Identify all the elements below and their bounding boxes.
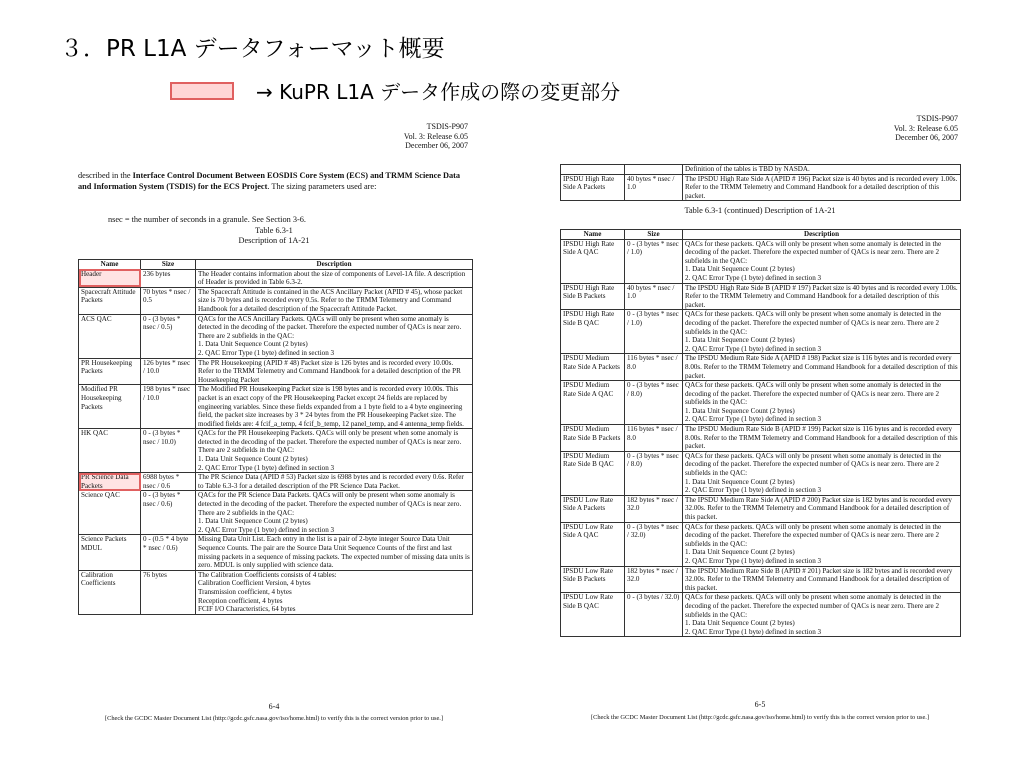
column-header: Name bbox=[561, 230, 625, 240]
page-number: 6-4 bbox=[268, 702, 280, 711]
cell-name: IPSDU Low Rate Side B Packets bbox=[561, 566, 625, 593]
cell-name bbox=[561, 165, 625, 175]
cell-description: The PR Science Data (APID # 53) Packet size is 6988 bytes and is recorded every 0.6s. Refer to Table 6.3-3 for a detailed description of the PR Science Data Packet. bbox=[196, 473, 473, 491]
cell-description: QACs for these packets. QACs will only be present when some anomaly is detected in the decoding of the packet. Therefore the expected number of QACs is near zero. There are 2 subfields in the QAC: 1. Data Unit Sequence Count (2 bytes) 2. QAC Error Type (1 byte) defined in section 3 bbox=[683, 310, 961, 354]
intro-paragraph: described in the Interface Control Document Between EOSDIS Core System (ECS) and TRMM Science Data and Information System (TSDIS) for the ECS Project. The sizing parameters used are: bbox=[78, 171, 461, 191]
cell-size: 0 - (3 bytes * nsec / 8.0) bbox=[625, 381, 683, 425]
doc-date: December 06, 2007 bbox=[405, 141, 468, 150]
cell-size bbox=[625, 165, 683, 175]
table-row bbox=[561, 425, 961, 452]
cell-description: QACs for the PR Science Data Packets. QACs will only be present when some anomaly is detected in the decoding of the packet. Therefore the expected number of QACs is near zero. There are 2 subfields in the QAC: 1. Data Unit Sequence Count (2 bytes) 2. QAC Error Type (1 byte) defined in section 3 bbox=[196, 491, 473, 535]
cell-description: QACs for these packets. QACs will only be present when some anomaly is detected in the decoding of the packet. Therefore the expected number of QACs is near zero. There are 2 subfields in the QAC: 1. Data Unit Sequence Count (2 bytes) 2. QAC Error Type (1 byte) defined in section 3 bbox=[683, 451, 961, 495]
table-row bbox=[561, 381, 961, 425]
highlight-swatch bbox=[170, 82, 234, 100]
cell-name: HK QAC bbox=[79, 429, 141, 473]
cell-name: IPSDU Medium Rate Side A QAC bbox=[561, 381, 625, 425]
table-row bbox=[561, 283, 961, 310]
cell-size: 0 - (3 bytes * nsec / 1.0) bbox=[625, 239, 683, 283]
legend bbox=[170, 76, 620, 105]
doc-id: TSDIS-P907 bbox=[426, 122, 468, 131]
cell-name: IPSDU High Rate Side B Packets bbox=[561, 283, 625, 310]
page-header bbox=[404, 122, 468, 151]
table-row bbox=[561, 354, 961, 381]
doc-date: December 06, 2007 bbox=[895, 133, 958, 142]
doc-volume: Vol. 3: Release 6.05 bbox=[893, 123, 958, 133]
cell-description: QACs for these packets. QACs will only be present when some anomaly is detected in the decoding of the packet. Therefore the expected number of QACs is near zero. There are 2 subfields in the QAC: 1. Data Unit Sequence Count (2 bytes) 2. QAC Error Type (1 byte) defined in section 3 bbox=[683, 593, 961, 637]
legend-text: → KuPR L1A データ作成の際の変更部分 bbox=[256, 80, 621, 104]
table-row bbox=[79, 429, 473, 473]
cell-size: 40 bytes * nsec / 1.0 bbox=[625, 283, 683, 310]
cell-description: The Calibration Coefficients consists of 4 tables: Calibration Coefficient Version, 4 bytes Transmission coefficient, 4 bytes Reception coefficient, 4 bytes FCIF I/O Characteristics, 64 bytes bbox=[196, 570, 473, 614]
table-row bbox=[561, 566, 961, 593]
cell-size: 0 - (3 bytes * nsec / 32.0) bbox=[625, 522, 683, 566]
cell-description: The PR Housekeeping (APID # 48) Packet size is 126 bytes and is recorded every 10.00s. Refer to the TRMM Telemetry and Command Handbook for a detailed description of the PR Housekeeping Packet bbox=[196, 358, 473, 385]
table-row bbox=[561, 174, 961, 201]
table-row bbox=[79, 358, 473, 385]
doc-volume: Vol. 3: Release 6.05 bbox=[403, 131, 468, 141]
cell-name: IPSDU Medium Rate Side A Packets bbox=[561, 354, 625, 381]
cell-description: The Modified PR Housekeeping Packet size is 198 bytes and is recorded every 10.00s. This packet is an exact copy of the PR Housekeeping Packet except 24 fields are replaced by engineering variables. Since these fields expanded from a 1 byte field to a 4 byte engineering field, the packet size increases by 3 * 24 bytes from the PR Housekeeping Packet size. The modified fields are: 4 fcif_a_temp, 4 fcif_b_temp, 12 panel_temp, and 4 antenna_temp fields. bbox=[196, 385, 473, 429]
cell-name: IPSDU Low Rate Side A Packets bbox=[561, 495, 625, 522]
cell-description: The IPSDU Medium Rate Side B (APID # 199) Packet size is 116 bytes and is recorded every 8.00s. Refer to the TRMM Telemetry and Command Handbook for a detailed description of this packet. bbox=[683, 425, 961, 452]
cell-size: 236 bytes bbox=[141, 269, 196, 287]
table-row bbox=[79, 385, 473, 429]
column-header: Name bbox=[79, 260, 141, 270]
cell-size: 116 bytes * nsec / 8.0 bbox=[625, 354, 683, 381]
table-row bbox=[79, 491, 473, 535]
table-caption: Table 6.3-1 (continued) Description of 1A-21 bbox=[684, 206, 836, 215]
cell-size: 0 - (3 bytes * nsec / 10.0) bbox=[141, 429, 196, 473]
table-row bbox=[561, 165, 961, 175]
table-row bbox=[561, 495, 961, 522]
cell-description: The IPSDU High Rate Side B (APID # 197) Packet size is 40 bytes and is recorded every 1.00s. Refer to the TRMM Telemetry and Command Handbook for a detailed description of this packet. bbox=[683, 283, 961, 310]
page-number: 6-5 bbox=[754, 700, 766, 709]
cell-description: The IPSDU High Rate Side A (APID # 196) Packet size is 40 bytes and is recorded every 1.00s. Refer to the TRMM Telemetry and Command Handbook for a detailed description of this packet. bbox=[683, 174, 961, 201]
cell-name: IPSDU Medium Rate Side B Packets bbox=[561, 425, 625, 452]
table-row bbox=[79, 570, 473, 614]
data-table-right-top bbox=[560, 164, 961, 201]
cell-description: Missing Data Unit List. Each entry in the list is a pair of 2-byte integer Source Data Unit Sequence Counts. The pair are the Source Data Unit Sequence Counts of the first and last missing packets in a sequence of missing packets. The expected number of missing data units is zero. MDUL is only supplied with science data. bbox=[196, 535, 473, 570]
cell-size: 6988 bytes * nsec / 0.6 bbox=[141, 473, 196, 491]
cell-description: The IPSDU Medium Rate Side A (APID # 200) Packet size is 182 bytes and is recorded every 32.00s. Refer to the TRMM Telemetry and Command Handbook for a detailed description of this packet. bbox=[683, 495, 961, 522]
cell-size: 126 bytes * nsec / 10.0 bbox=[141, 358, 196, 385]
slide-title: ３．PR L1A データフォーマット概要 bbox=[60, 36, 445, 62]
cell-description: QACs for the PR Housekeeping Packets. QACs will only be present when some anomaly is detected in the decoding of the packet. Therefore the expected number of QACs is near zero. There are 2 subfields in the QAC: 1. Data Unit Sequence Count (2 bytes) 2. QAC Error Type (1 byte) defined in section 3 bbox=[196, 429, 473, 473]
page-footer: [Check the GCDC Master Document List (http://gcdc.gsfc.nasa.gov/iso/home.html) to verify this is the correct version prior to use.] bbox=[590, 714, 930, 721]
cell-size: 0 - (0.5 * 4 byte * nsec / 0.6) bbox=[141, 535, 196, 570]
cell-name: Science QAC bbox=[79, 491, 141, 535]
cell-description: QACs for these packets. QACs will only be present when some anomaly is detected in the decoding of the packet. Therefore the expected number of QACs is near zero. There are 2 subfields in the QAC: 1. Data Unit Sequence Count (2 bytes) 2. QAC Error Type (1 byte) defined in section 3 bbox=[683, 522, 961, 566]
page-footer: [Check the GCDC Master Document List (http://gcdc.gsfc.nasa.gov/iso/home.html) to verify this is the correct version prior to use.] bbox=[104, 715, 444, 722]
cell-name: IPSDU Low Rate Side B QAC bbox=[561, 593, 625, 637]
table-caption: Table 6.3-1 Description of 1A-21 bbox=[238, 226, 310, 245]
cell-size: 182 bytes * nsec / 32.0 bbox=[625, 566, 683, 593]
cell-size: 0 - (3 bytes * nsec / 0.6) bbox=[141, 491, 196, 535]
table-row bbox=[561, 451, 961, 495]
nsec-definition: nsec = the number of seconds in a granule. See Section 3-6. bbox=[108, 215, 306, 224]
cell-description: The Header contains information about the size of components of Level-1A file. A description of Header is provided in Table 6.3-2. bbox=[196, 269, 473, 287]
table-row bbox=[79, 473, 473, 491]
cell-size: 182 bytes * nsec / 32.0 bbox=[625, 495, 683, 522]
data-table-left bbox=[78, 259, 473, 615]
table-row bbox=[561, 239, 961, 283]
cell-size: 198 bytes * nsec / 10.0 bbox=[141, 385, 196, 429]
cell-name: PR Science Data Packets bbox=[79, 473, 141, 491]
document-page-left bbox=[74, 118, 474, 726]
table-row bbox=[79, 287, 473, 314]
column-header: Size bbox=[141, 260, 196, 270]
intro-bold: Interface Control Document Between EOSDIS Core System (ECS) and TRMM Science Data and Information System (TSDIS) for the ECS Project bbox=[78, 171, 461, 191]
column-header: Size bbox=[625, 230, 683, 240]
table-row bbox=[561, 593, 961, 637]
cell-size: 0 - (3 bytes * nsec / 0.5) bbox=[141, 314, 196, 358]
cell-name: PR Housekeeping Packets bbox=[79, 358, 141, 385]
cell-description: Definition of the tables is TBD by NASDA. bbox=[683, 165, 961, 175]
cell-name: IPSDU Low Rate Side A QAC bbox=[561, 522, 625, 566]
cell-size: 70 bytes * nsec / 0.5 bbox=[141, 287, 196, 314]
cell-size: 76 bytes bbox=[141, 570, 196, 614]
cell-description: QACs for these packets. QACs will only be present when some anomaly is detected in the decoding of the packet. Therefore the expected number of QACs is near zero. There are 2 subfields in the QAC: 1. Data Unit Sequence Count (2 bytes) 2. QAC Error Type (1 byte) defined in section 3 bbox=[683, 239, 961, 283]
cell-name: IPSDU High Rate Side A QAC bbox=[561, 239, 625, 283]
cell-name: ACS QAC bbox=[79, 314, 141, 358]
page-header bbox=[894, 114, 958, 143]
document-page-right bbox=[556, 108, 964, 728]
cell-size: 0 - (3 bytes * nsec / 1.0) bbox=[625, 310, 683, 354]
table-row bbox=[561, 310, 961, 354]
cell-name: Calibration Coefficients bbox=[79, 570, 141, 614]
data-table-right bbox=[560, 229, 961, 637]
cell-description: The IPSDU Medium Rate Side B (APID # 201) Packet size is 182 bytes and is recorded every 32.00s. Refer to the TRMM Telemetry and Command Handbook for a detailed description of this packet. bbox=[683, 566, 961, 593]
cell-size: 116 bytes * nsec / 8.0 bbox=[625, 425, 683, 452]
cell-name: Science Packets MDUL bbox=[79, 535, 141, 570]
cell-name: Spacecraft Attitude Packets bbox=[79, 287, 141, 314]
doc-id: TSDIS-P907 bbox=[916, 114, 958, 123]
cell-name: Header bbox=[79, 269, 141, 287]
cell-size: 0 - (3 bytes * nsec / 8.0) bbox=[625, 451, 683, 495]
column-header: Description bbox=[196, 260, 473, 270]
cell-name: IPSDU High Rate Side A Packets bbox=[561, 174, 625, 201]
cell-description: QACs for the ACS Ancillary Packets. QACs will only be present when some anomaly is detected in the decoding of the packet. Therefore the expected number of QACs is near zero. There are 2 subfields in the QAC: 1. Data Unit Sequence Count (2 bytes) 2. QAC Error Type (1 byte) defined in section 3 bbox=[196, 314, 473, 358]
cell-description: The IPSDU Medium Rate Side A (APID # 198) Packet size is 116 bytes and is recorded every 8.00s. Refer to the TRMM Telemetry and Command Handbook for a detailed description of this packet. bbox=[683, 354, 961, 381]
cell-size: 40 bytes * nsec / 1.0 bbox=[625, 174, 683, 201]
cell-description: The Spacecraft Attitude is contained in the ACS Ancillary Packet (APID # 45), whose packet size is 70 bytes and is recorded every 0.5s. Refer to the TRMM Telemetry and Command Handbook for a detailed description of the Spacecraft Attitude Packet. bbox=[196, 287, 473, 314]
column-header: Description bbox=[683, 230, 961, 240]
cell-name: IPSDU Medium Rate Side B QAC bbox=[561, 451, 625, 495]
table-row bbox=[79, 314, 473, 358]
table-row bbox=[79, 269, 473, 287]
cell-name: IPSDU High Rate Side B QAC bbox=[561, 310, 625, 354]
table-row bbox=[79, 535, 473, 570]
table-row bbox=[561, 522, 961, 566]
cell-name: Modified PR Housekeeping Packets bbox=[79, 385, 141, 429]
cell-size: 0 - (3 bytes / 32.0) bbox=[625, 593, 683, 637]
cell-description: QACs for these packets. QACs will only be present when some anomaly is detected in the decoding of the packet. Therefore the expected number of QACs is near zero. There are 2 subfields in the QAC: 1. Data Unit Sequence Count (2 bytes) 2. QAC Error Type (1 byte) defined in section 3 bbox=[683, 381, 961, 425]
